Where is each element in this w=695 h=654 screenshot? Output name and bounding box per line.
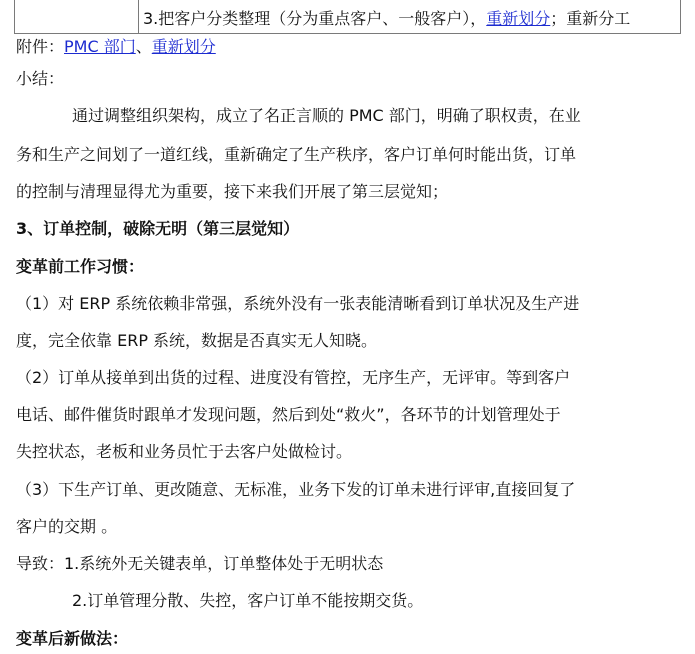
attachment-separator: 、 xyxy=(135,37,152,56)
attachment-link-pmc[interactable]: PMC 部门 xyxy=(64,37,136,56)
attachment-label: 附件： xyxy=(16,37,65,56)
summary-label: 小结： xyxy=(16,69,65,88)
result-line-2: 2.订单管理分散、失控，客户订单不能按期交货。 xyxy=(72,591,424,610)
attachment-line xyxy=(16,37,216,57)
summary-line-1: 通过调整组织架构，成立了名正言顺的 PMC 部门，明确了职权责，在业 xyxy=(72,106,581,125)
table-row xyxy=(14,0,681,34)
before-heading: 变革前工作习惯： xyxy=(16,257,145,276)
item-1-line-1: （1）对 ERP 系统依赖非常强，系统外没有一张表能清晰看到订单状况及生产进 xyxy=(16,294,580,313)
table-text-prefix: 3.把客户分类整理（分为重点客户、一般客户）， xyxy=(143,9,487,28)
item-3-line-1: （3）下生产订单、更改随意、无标准，业务下发的订单未进行评审,直接回复了 xyxy=(16,480,576,499)
item-3-line-2: 客户的交期 。 xyxy=(16,517,118,536)
item-2-line-2: 电话、邮件催货时跟单才发现问题，然后到处“救火”，各环节的计划管理处于 xyxy=(16,405,561,424)
summary-line-2: 务和生产之间划了一道红线，重新确定了生产秩序，客户订单何时能出货，订单 xyxy=(16,145,577,164)
item-1-line-2: 度，完全依靠 ERP 系统，数据是否真实无人知晓。 xyxy=(16,331,378,350)
table-text-suffix: ；重新分工 xyxy=(550,9,631,28)
table-cell-empty xyxy=(15,0,139,33)
after-heading: 变革后新做法： xyxy=(16,629,129,648)
summary-line-3: 的控制与清理显得尤为重要，接下来我们开展了第三层觉知； xyxy=(16,182,449,201)
item-2-line-1: （2）订单从接单到出货的过程、进度没有管控，无序生产，无评审。等到客户 xyxy=(16,368,571,387)
item-2-line-3: 失控状态，老板和业务员忙于去客户处做检讨。 xyxy=(16,442,353,461)
table-cell-text xyxy=(143,6,630,29)
result-line-1: 导致：1.系统外无关键表单，订单整体处于无明状态 xyxy=(16,554,384,573)
attachment-link-reassign[interactable]: 重新划分 xyxy=(151,37,216,56)
table-link-reassign[interactable]: 重新划分 xyxy=(486,9,551,28)
section-heading: 3、订单控制，破除无明（第三层觉知） xyxy=(16,219,300,238)
